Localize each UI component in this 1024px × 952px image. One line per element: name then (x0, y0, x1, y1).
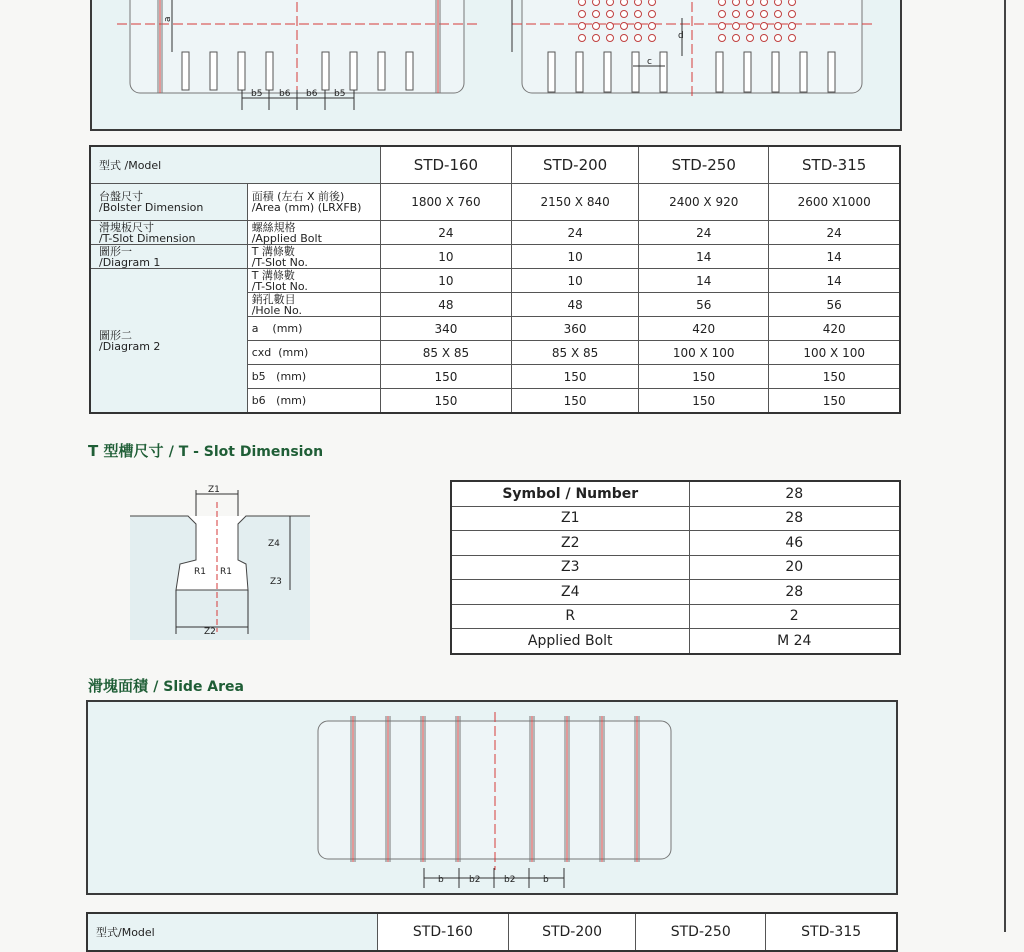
pin-hole (579, 11, 586, 18)
spec-value: 150 (639, 389, 769, 414)
spec-value: 100 X 100 (639, 341, 769, 365)
pin-hole (789, 11, 796, 18)
spec-value: 340 (380, 317, 511, 341)
tslot-value: 46 (689, 531, 900, 556)
spec-value: 24 (639, 221, 769, 245)
pin-hole (635, 23, 642, 30)
spec-value: 420 (769, 317, 900, 341)
spec-value: 150 (380, 389, 511, 414)
spec-sub-label: b5 (mm) (247, 365, 380, 389)
dim-d: d (678, 31, 684, 41)
pin-hole (789, 0, 796, 6)
pin-hole (761, 0, 768, 6)
bottom-model-label: 型式/Model (87, 913, 377, 951)
spec-value: 100 X 100 (769, 341, 900, 365)
dim-c: c (647, 57, 652, 67)
dim-b2-right: b2 (504, 875, 516, 885)
pin-hole (607, 11, 614, 18)
pin-hole (607, 0, 614, 6)
spec-sub-label: b6 (mm) (247, 389, 380, 414)
tslot-symbol: Z2 (451, 531, 689, 556)
spec-value: 150 (769, 365, 900, 389)
pin-hole (775, 35, 782, 42)
spec-sub-label: T 溝條數 /T-Slot No. (247, 245, 380, 269)
spec-model-label: 型式 /Model (90, 146, 380, 184)
pin-hole (733, 11, 740, 18)
bottom-model-2: STD-250 (636, 913, 766, 951)
tslot-value: 2 (689, 604, 900, 629)
spec-value: 14 (639, 245, 769, 269)
tslot-table (450, 480, 901, 655)
pin-hole (733, 23, 740, 30)
spec-model-1: STD-200 (512, 146, 639, 184)
spec-value: 14 (769, 269, 900, 293)
tslot-value: M 24 (689, 629, 900, 654)
spec-sub-label: 螺絲規格 /Applied Bolt (247, 221, 380, 245)
dim-a-left: a (163, 16, 173, 22)
pin-hole (635, 35, 642, 42)
pin-hole (775, 0, 782, 6)
pin-hole (607, 35, 614, 42)
pin-hole (761, 23, 768, 30)
slide-section-title (88, 675, 244, 696)
pin-hole (747, 0, 754, 6)
tslot-value: 20 (689, 555, 900, 580)
pin-hole (593, 0, 600, 6)
slide-title-zh: 滑塊面積 (88, 677, 149, 695)
pin-hole (579, 35, 586, 42)
spec-value: 150 (512, 365, 639, 389)
tslot-symbol: Applied Bolt (451, 629, 689, 654)
spec-group-0: 台盤尺寸 /Bolster Dimension (90, 184, 247, 221)
pin-hole (649, 35, 656, 42)
slide-title-en: / Slide Area (153, 679, 244, 695)
pin-hole (719, 35, 726, 42)
spec-row (90, 245, 900, 269)
pin-hole (775, 11, 782, 18)
spec-value: 85 X 85 (380, 341, 511, 365)
pin-hole (621, 0, 628, 6)
spec-value: 85 X 85 (512, 341, 639, 365)
r1-label-left: R1 (194, 567, 206, 577)
pin-hole (747, 11, 754, 18)
tslot-row (451, 629, 900, 654)
tslot-value: 28 (689, 580, 900, 605)
tslot-row (451, 531, 900, 556)
slide-area-diagram (88, 702, 900, 897)
dim-b6-right: b6 (306, 89, 318, 99)
pin-hole (635, 0, 642, 6)
spec-group-2: 圖形一 /Diagram 1 (90, 245, 247, 269)
spec-value: 10 (512, 269, 639, 293)
spec-value: 56 (639, 293, 769, 317)
spec-value: 2400 X 920 (639, 184, 769, 221)
bolster-diagram-panel (90, 0, 902, 131)
spec-value: 420 (639, 317, 769, 341)
bottom-header-row (87, 913, 897, 951)
tslot-header-symbol: Symbol / Number (451, 481, 689, 506)
pin-hole (607, 23, 614, 30)
spec-value: 150 (639, 365, 769, 389)
pin-hole (789, 35, 796, 42)
r1-label-right: R1 (220, 567, 232, 577)
spec-value: 24 (380, 221, 511, 245)
tslot-row (451, 555, 900, 580)
tslot-title-zh: T 型槽尺寸 (88, 442, 164, 460)
z2-label: Z2 (204, 627, 216, 637)
z4-label: Z4 (268, 539, 280, 549)
spec-value: 56 (769, 293, 900, 317)
spec-value: 2150 X 840 (512, 184, 639, 221)
spec-value: 150 (769, 389, 900, 414)
tslot-symbol: R (451, 604, 689, 629)
tslot-header-value: 28 (689, 481, 900, 506)
pin-hole (593, 11, 600, 18)
spec-group-diagram2: 圖形二 /Diagram 2 (90, 269, 247, 414)
spec-value: 1800 X 760 (380, 184, 511, 221)
pin-hole (649, 0, 656, 6)
tslot-symbol: Z3 (451, 555, 689, 580)
spec-value: 48 (512, 293, 639, 317)
pin-hole (747, 35, 754, 42)
pin-hole (761, 35, 768, 42)
slide-area-panel (86, 700, 898, 895)
spec-value: 14 (639, 269, 769, 293)
spec-value: 24 (512, 221, 639, 245)
spec-model-3: STD-315 (769, 146, 900, 184)
pin-hole (747, 23, 754, 30)
pin-hole (733, 0, 740, 6)
spec-sub-label: T 溝條數 /T-Slot No. (247, 269, 380, 293)
dim-b5-right: b5 (334, 89, 346, 99)
bottom-model-1: STD-200 (509, 913, 636, 951)
spec-sub-label: cxd (mm) (247, 341, 380, 365)
tslot-section-title (88, 440, 323, 461)
spec-sub-label: 面積 (左右 X 前後) /Area (mm) (LRXFB) (247, 184, 380, 221)
spec-sub-label: a (mm) (247, 317, 380, 341)
spec-value: 14 (769, 245, 900, 269)
pin-hole (761, 11, 768, 18)
spec-sub-label: 銷孔數目 /Hole No. (247, 293, 380, 317)
pin-hole (621, 35, 628, 42)
tslot-symbol: Z1 (451, 506, 689, 531)
pin-hole (789, 23, 796, 30)
pin-hole (775, 23, 782, 30)
tslot-title-en: / T - Slot Dimension (168, 444, 324, 460)
pin-hole (579, 23, 586, 30)
spec-value: 10 (512, 245, 639, 269)
tslot-diagram (130, 472, 320, 642)
page-spine (1004, 0, 1006, 932)
bottom-model-3: STD-315 (766, 913, 897, 951)
z3-label: Z3 (270, 577, 282, 587)
tslot-row (451, 604, 900, 629)
spec-value: 48 (380, 293, 511, 317)
spec-row (90, 184, 900, 221)
pin-hole (719, 23, 726, 30)
tslot-header-row (451, 481, 900, 506)
dim-b-left: b (438, 875, 444, 885)
pin-hole (649, 23, 656, 30)
bottom-model-0: STD-160 (377, 913, 508, 951)
pin-hole (649, 11, 656, 18)
spec-value: 2600 X1000 (769, 184, 900, 221)
spec-value: 360 (512, 317, 639, 341)
dim-b2-left: b2 (469, 875, 481, 885)
pin-hole (635, 11, 642, 18)
tslot-value: 28 (689, 506, 900, 531)
pin-hole (719, 0, 726, 6)
pin-hole (593, 35, 600, 42)
tslot-row (451, 580, 900, 605)
spec-model-0: STD-160 (380, 146, 511, 184)
spec-row (90, 269, 900, 293)
spec-model-2: STD-250 (639, 146, 769, 184)
tslot-symbol: Z4 (451, 580, 689, 605)
dim-b-right: b (543, 875, 549, 885)
pin-hole (719, 11, 726, 18)
spec-header-row (90, 146, 900, 184)
spec-value: 150 (512, 389, 639, 414)
dim-b5-left: b5 (251, 89, 263, 99)
pin-hole (621, 11, 628, 18)
spec-value: 10 (380, 245, 511, 269)
pin-hole (593, 23, 600, 30)
pin-hole (621, 23, 628, 30)
spec-value: 150 (380, 365, 511, 389)
z1-label: Z1 (208, 485, 220, 495)
pin-hole (733, 35, 740, 42)
pin-hole (579, 0, 586, 6)
dim-b6-left: b6 (279, 89, 291, 99)
spec-row (90, 221, 900, 245)
bolster-diagram (92, 0, 904, 133)
spec-value: 10 (380, 269, 511, 293)
spec-table (89, 145, 901, 414)
spec-group-1: 滑塊板尺寸 /T-Slot Dimension (90, 221, 247, 245)
tslot-row (451, 506, 900, 531)
spec-value: 24 (769, 221, 900, 245)
bottom-spec-table (86, 912, 898, 952)
